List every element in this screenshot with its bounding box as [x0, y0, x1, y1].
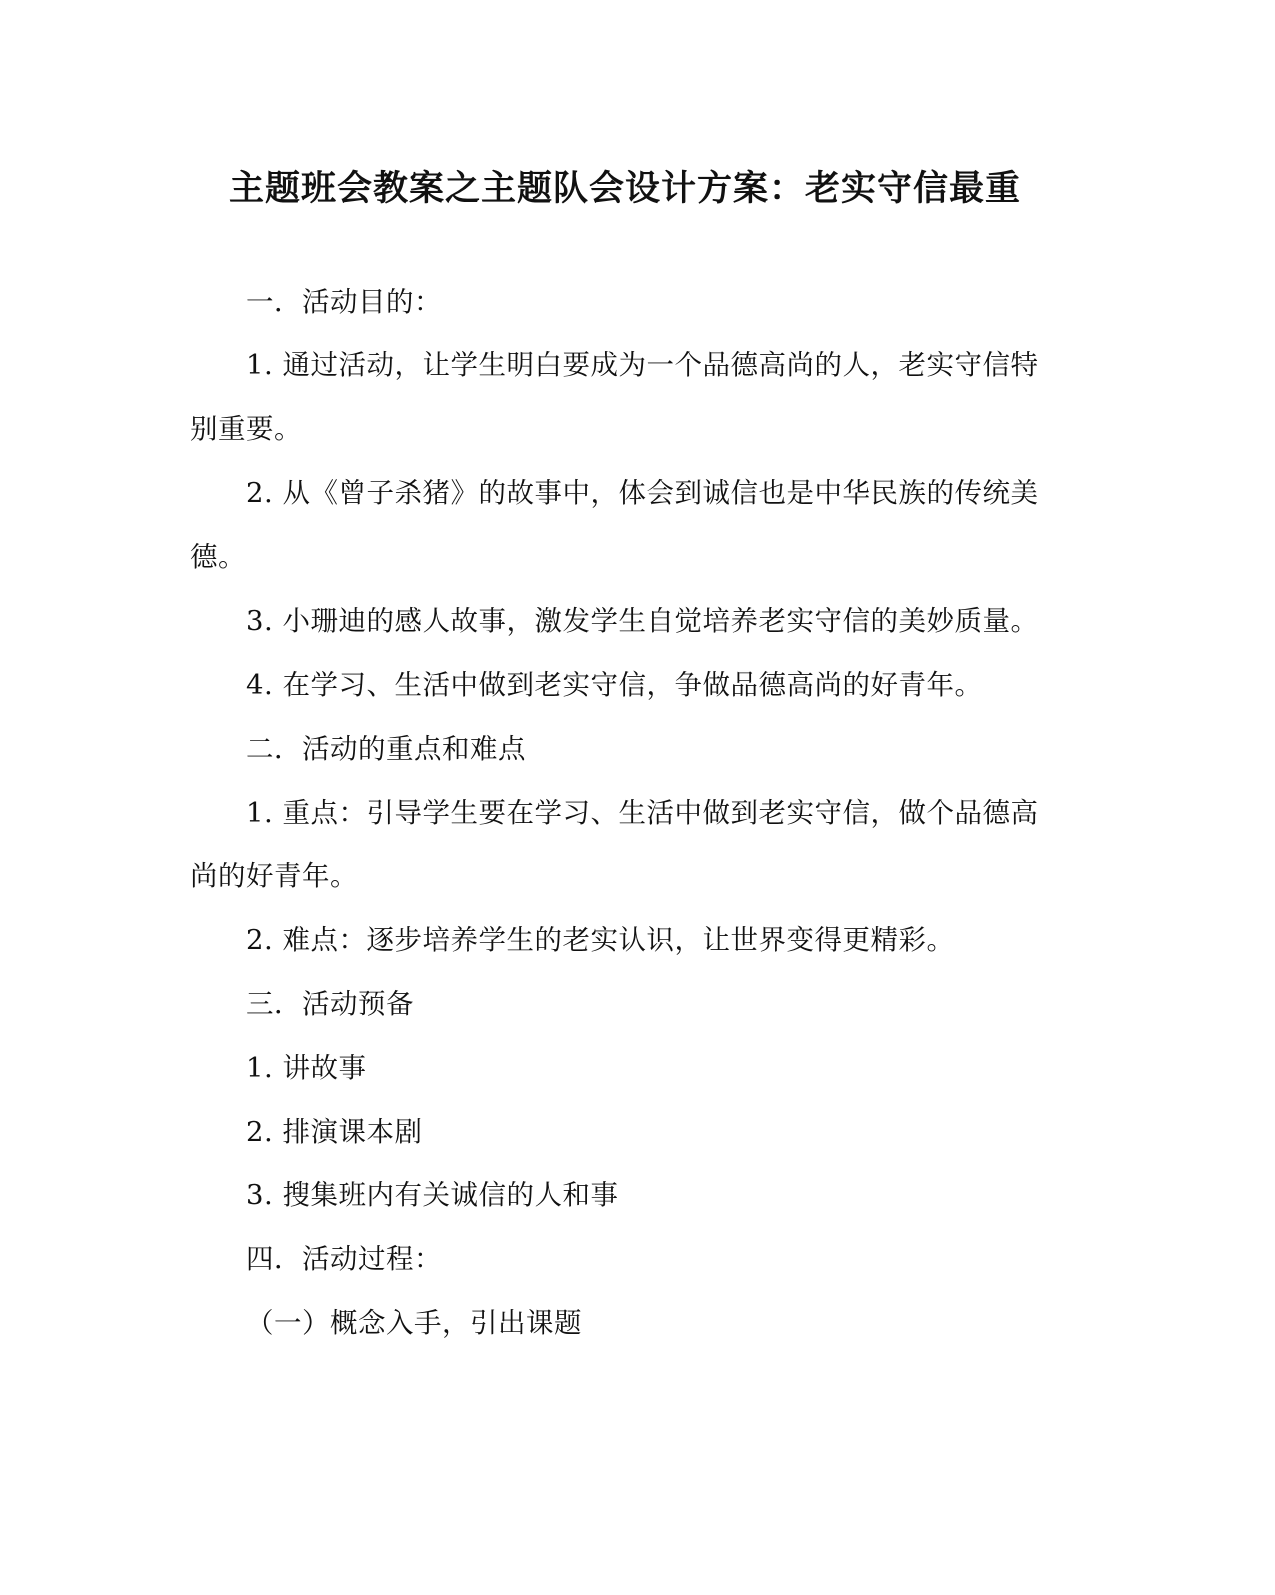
section-heading-process: 四．活动过程：: [246, 1243, 442, 1275]
section-heading-key-points: 二．活动的重点和难点: [246, 733, 526, 765]
paragraph-line: 4. 在学习、生活中做到老实守信，争做品德高尚的好青年。: [246, 669, 983, 701]
section-heading-goals: 一．活动目的：: [246, 286, 442, 318]
paragraph-line: 3. 小珊迪的感人故事，激发学生自觉培养老实守信的美妙质量。: [246, 605, 1039, 637]
paragraph-line: 别重要。: [190, 413, 302, 445]
paragraph-line: 尚的好青年。: [190, 860, 358, 892]
list-item: 3. 搜集班内有关诚信的人和事: [246, 1179, 619, 1211]
paragraph-line: 1. 重点：引导学生要在学习、生活中做到老实守信，做个品德高: [246, 797, 1039, 829]
paragraph-line: 德。: [190, 541, 246, 573]
paragraph-line: 2. 难点：逐步培养学生的老实认识，让世界变得更精彩。: [246, 924, 955, 956]
list-item: 1. 讲故事: [246, 1052, 367, 1084]
subsection-heading: （一）概念入手，引出课题: [246, 1307, 582, 1339]
paragraph-line: 2. 从《曾子杀猪》的故事中，体会到诚信也是中华民族的传统美: [246, 477, 1039, 509]
document-title: 主题班会教案之主题队会设计方案：老实守信最重: [228, 168, 1021, 209]
paragraph-line: 1. 通过活动，让学生明白要成为一个品德高尚的人，老实守信特: [246, 349, 1039, 381]
section-heading-preparation: 三．活动预备: [246, 988, 414, 1020]
list-item: 2. 排演课本剧: [246, 1116, 423, 1148]
